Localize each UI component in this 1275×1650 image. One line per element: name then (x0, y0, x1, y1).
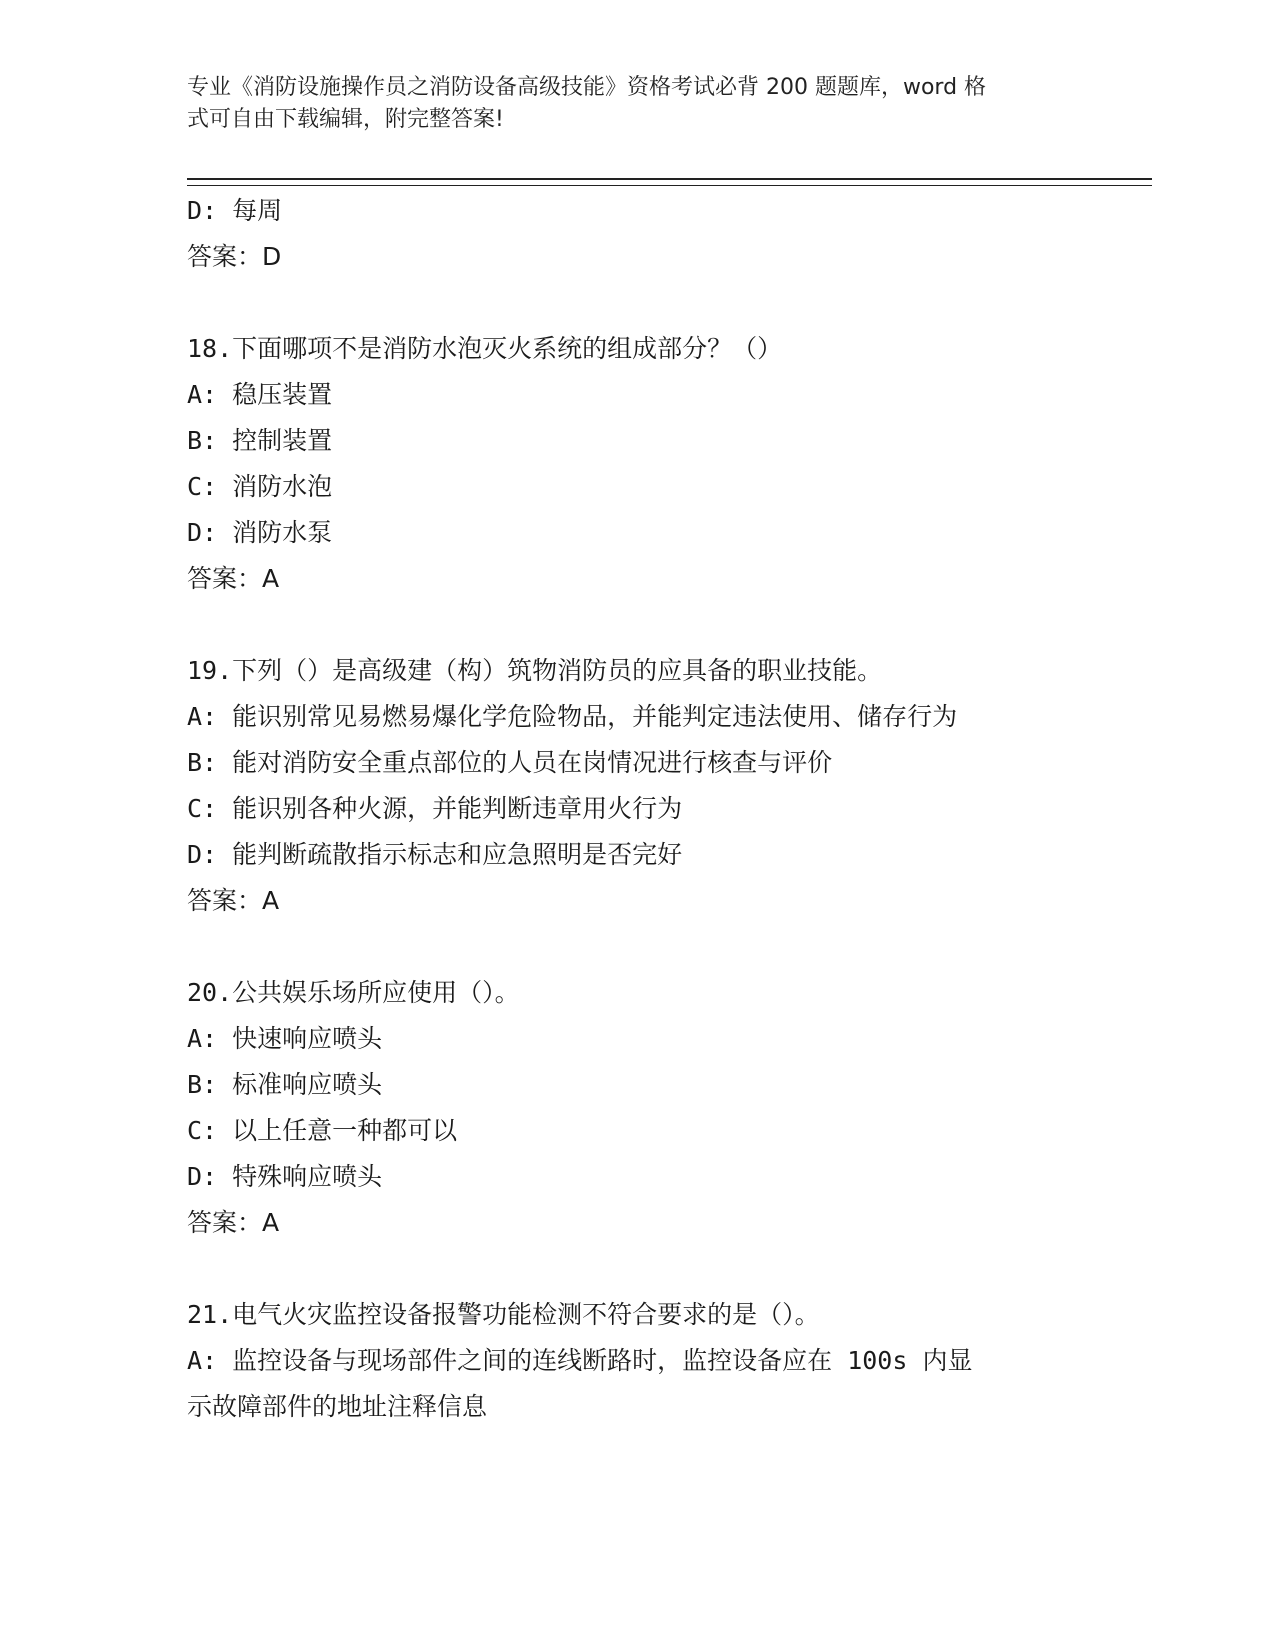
question-19 (187, 648, 1087, 924)
option-a: A: 能识别常见易燃易爆化学危险物品，并能判定违法使用、储存行为 (187, 702, 958, 731)
page-header (187, 72, 1067, 136)
option-d: D: 特殊响应喷头 (187, 1162, 383, 1191)
question-stem: 19.下列（）是高级建（构）筑物消防员的应具备的职业技能。 (187, 656, 883, 685)
question-18 (187, 326, 1087, 602)
answer: 答案：A (187, 886, 280, 915)
option-c: C: 以上任意一种都可以 (187, 1116, 458, 1145)
answer: 答案：A (187, 1208, 280, 1237)
header-title-line-1: 专业《消防设施操作员之消防设备高级技能》资格考试必背 200 题题库，word 格 (187, 75, 987, 100)
option-a: A: 稳压装置 (187, 380, 333, 409)
question-stem: 21.电气火灾监控设备报警功能检测不符合要求的是（）。 (187, 1300, 820, 1329)
spacer (187, 602, 1087, 648)
question-20 (187, 970, 1087, 1246)
option-b: B: 控制装置 (187, 426, 333, 455)
option-c: C: 能识别各种火源，并能判断违章用火行为 (187, 794, 683, 823)
header-title-line-2: 式可自由下载编辑，附完整答案! (187, 107, 504, 132)
option-a-line-1: A: 监控设备与现场部件之间的连线断路时，监控设备应在 100s 内显 (187, 1346, 973, 1375)
question-content (187, 188, 1087, 1430)
question-stem: 20.公共娱乐场所应使用（）。 (187, 978, 520, 1007)
prev-question-answer: 答案：D (187, 242, 282, 271)
option-d: D: 消防水泵 (187, 518, 333, 547)
spacer (187, 280, 1087, 326)
option-b: B: 标准响应喷头 (187, 1070, 383, 1099)
question-21 (187, 1292, 1087, 1430)
option-c: C: 消防水泡 (187, 472, 333, 501)
option-a-line-2: 示故障部件的地址注释信息 (187, 1392, 488, 1421)
spacer (187, 924, 1087, 970)
option-a: A: 快速响应喷头 (187, 1024, 383, 1053)
answer: 答案：A (187, 564, 280, 593)
question-stem: 18.下面哪项不是消防水泡灭火系统的组成部分？（） (187, 334, 783, 363)
option-d: D: 能判断疏散指示标志和应急照明是否完好 (187, 840, 683, 869)
option-b: B: 能对消防安全重点部位的人员在岗情况进行核查与评价 (187, 748, 833, 777)
header-divider (187, 178, 1152, 186)
spacer (187, 1246, 1087, 1292)
prev-question-option-d: D: 每周 (187, 196, 283, 225)
